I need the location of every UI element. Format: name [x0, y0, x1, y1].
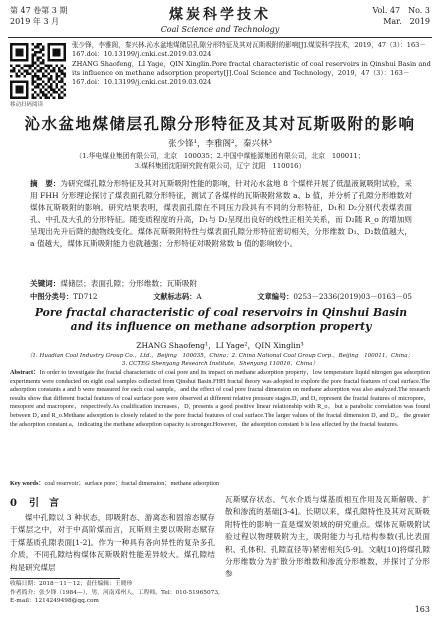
abstract-zh-text: 为研究煤孔隙分形特征及其对瓦斯吸附性能的影响，针对沁水盆地 8 个煤样开展了低温液氮吸附试验，采用 FHH 分形理论探讨了煤表面孔隙分形特征，测试了各煤样的瓦斯吸附常数 a、b 值，并分析了孔隙分形维数对煤体瓦斯吸附的影响。研究结果表明，煤表面孔隙在不同压力段具有不同的分形特征，D₁和 D₂分别代表煤表面孔、中孔及大孔的分形特征。随变质程度的升高，D₁与 D₂呈现出良好的线性正相关关系，而 D₂随 R_o 的增加则呈现出先升后降的抛物线变化。煤体瓦斯吸附特性与煤表面孔隙分形特征密切相关，分形维数 D₁、D₂数值越大，a 值越大，煤体瓦斯吸附能力也就越强；分形特征对吸附常数 b 值的影响较小。 [30, 179, 413, 249]
authors-zh: 张少锋¹，李雅阁²，秦兴林³ [168, 139, 272, 149]
abstract-en [10, 369, 430, 429]
section-title-text: 引 言 [28, 498, 59, 509]
abstract-en-label: Abstract： [10, 369, 40, 376]
section-title-intro [10, 494, 215, 509]
footnote-received: 收稿日期：2018－11－12；责任编辑：王晓珍 [10, 581, 133, 587]
qr-caption: 移动扫码阅读 [10, 102, 44, 108]
classification-line [30, 292, 412, 302]
header-divider [8, 37, 432, 38]
keywords-en-text: coal reservoir；surface pore；fractal dimension；methane adsorption [44, 480, 220, 487]
affiliations-zh [0, 151, 440, 171]
citation-block [10, 41, 432, 108]
title-en: Pore fractal characteristic of coal reservoirs in Qinshui Basin and its influence on methane adsorption property [34, 306, 408, 333]
intro-paragraph-right: 瓦斯赋存状态、气水介质与煤基质相互作用及瓦斯解吸、扩散和渗流的基础[3-4]。长期以来，煤孔隙特性及其对瓦斯吸附特性的影响一直是煤炭领域的研究重点。煤体瓦斯吸附试验过程以物理吸附为主，吸附能力与孔结构参数(孔比表面积、孔体积、孔隙直径等)紧密相关[5-9]。文献[10]将煤孔隙分形维数分为扩散分形维数和渗流分形维数，并探讨了分形参 [225, 495, 430, 579]
affiliation-zh-line: 3.煤科集团沈阳研究院有限公司，辽宁 沈阳 110016） [134, 162, 306, 170]
citation-en: ZHANG Shaofeng，LI Yage，QIN Xinglin.Pore fractal characteristic of coal reservoirs in Qinshui Basin and its influence on methane adsorption property[J].Coal Science and Technology，2019，47（3）：163－167.doi：10.13199/j.cnki.cst.2019.03.024 [72, 59, 431, 87]
section-number: 0 [10, 498, 17, 509]
header-right [372, 5, 430, 27]
month-en: Mar. 2019 [383, 17, 430, 26]
doc-code [153, 292, 201, 302]
keywords-zh-label: 关键词： [30, 279, 61, 288]
citation-zh: 张少锋，李雅阁，秦兴林.沁水盆地煤储层孔隙分形特征及其对瓦斯吸附的影响[J].煤炭科学技术，2019，47（3）：163－167.doi：10.13199/j.cnki.cst.2019.03.024 [72, 41, 426, 59]
footnote-author: 作者简介：张少锋（1984—），男，河南邓州人，工程师。Tel：010-51965073，E-mail：1214249498@qq.com [10, 589, 224, 605]
article-value: 0253－2336(2019)03－0163－05 [293, 292, 412, 301]
journal-name-en: Coal Science and Technology [160, 25, 280, 34]
abstract-en-text: In order to investigate the fractal characteristic of coal pore and its impact on methane adsorption property，low temperature liquid nitrogen gas adsorption experiments were conducted on eight coal samples collected from Qinshui Basin.FHH fractal theory was adopted to explore the pore fractal features of coal surface.The adsorption constants a and b were measured for each coal sample，and the effect of coal pore fractal dimension on methane adsorption was also analyzed.The research results show that different fractal features of coal surface pore were observed at different relative pressure stages.D₁ and D₂ represent the fractal features of micropore，mesopore and macropore，respectively.As coalification increases，D₁ presents a good positive linear relationship with R_o，but a parabolic correlation was found between D₂ and R_o.Methane adsorption is closely related to the pore fractal features of coal surface.The larger values of the fractal dimension D₁ and D₂，the greater the adsorption constant a，indicating the methane adsorption capacity is stronger.However，the adsorption constant b is less affected by the fractal features. [10, 369, 431, 428]
intro-paragraph-left: 煤中孔隙以 3 种状态，即吸附态、游离态和固溶态赋存于煤层之中，对于中高阶煤而言，瓦斯则主要以吸附态赋存于煤基质孔隙表面[1-2]。作为一种具有各向异性的复杂多孔介质，不同孔隙结构煤体瓦斯吸附性能差异较大。煤孔隙结构是研究煤层 [10, 513, 215, 572]
keywords-en-label: Key words： [10, 480, 45, 487]
body-column-right [225, 494, 430, 581]
authors-en: ZHANG Shaofeng¹，LI Yage²，QIN Xinglin³ [136, 341, 304, 350]
clc-label: 中图分类号： [30, 292, 74, 301]
abstract-zh-label: 摘 要： [30, 179, 61, 188]
footnote [10, 580, 225, 606]
affiliation-en-line: 3. CCTEG Shenyang Research Institute，Shenyang 110016，China） [121, 361, 319, 367]
doc-label: 文献标志码： [153, 292, 197, 301]
footnote-divider [10, 578, 120, 579]
article-label: 文章编号： [257, 292, 294, 301]
journal-name-zh: 煤炭科学技术 [169, 7, 271, 23]
keywords-en [10, 478, 430, 487]
keywords-zh-text: 煤储层；表面孔隙；分形维数；瓦斯吸附 [60, 279, 198, 288]
article-number [257, 292, 412, 302]
clc-code [30, 292, 97, 302]
doc-value: A [196, 292, 202, 301]
clc-value: TD712 [73, 292, 98, 301]
year-month-zh: 2019 年 3 月 [10, 17, 60, 26]
affiliations-en [20, 352, 420, 368]
abstract-zh [30, 178, 412, 251]
title-zh: 沁水盆地煤储层孔隙分形特征及其对瓦斯吸附的影响 [24, 114, 416, 133]
affiliation-en-line: （1. Huadian Coal Industry Group Co.，Ltd.，Beijing 100035，China；2. China National Coal Group Corp.，Beijing 100011，China； [26, 353, 414, 359]
volume-issue-zh: 第 47 卷第 3 期 [10, 6, 68, 15]
journal-header [0, 0, 440, 38]
qr-code-icon[interactable] [10, 43, 66, 99]
page-number: 163 [414, 605, 430, 614]
body-column-left [10, 494, 215, 574]
citation-text [72, 41, 432, 87]
keywords-zh [30, 278, 412, 289]
volume-en: Vol. 47 No. 3 [372, 6, 430, 15]
affiliation-zh-line: （1.华电煤业集团有限公司，北京 100035；2.中国中煤能源集团有限公司，北京 100011； [75, 152, 365, 160]
